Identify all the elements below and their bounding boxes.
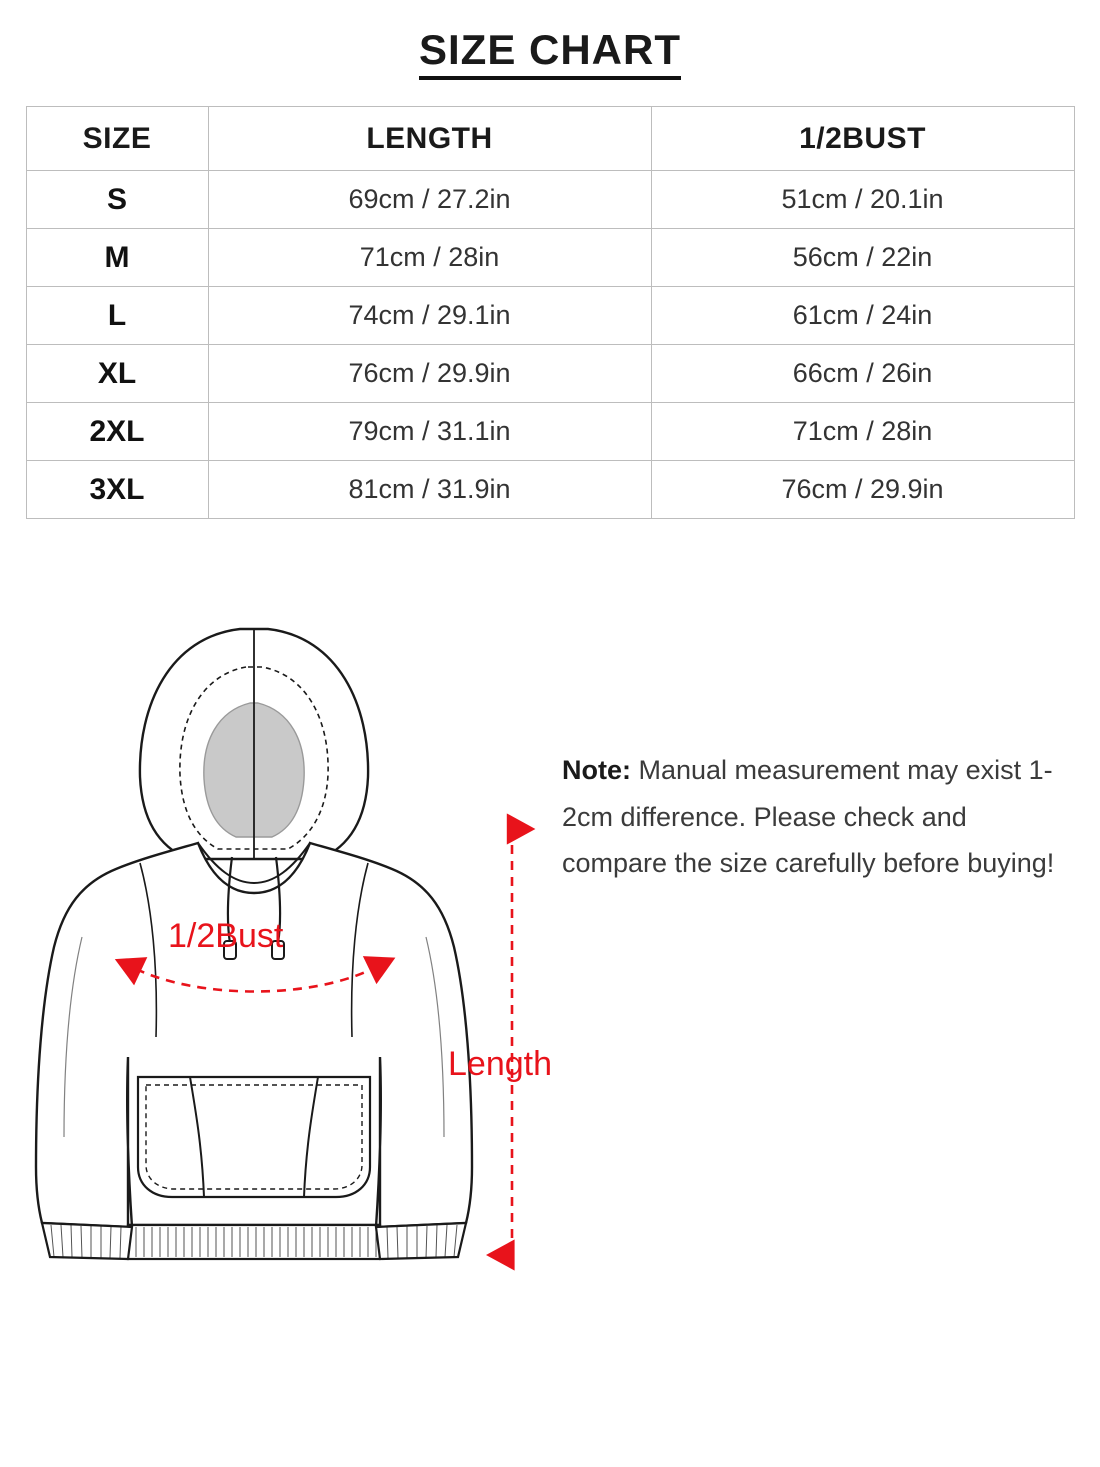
cell-bust: 56cm / 22in xyxy=(651,229,1074,287)
page-title: SIZE CHART xyxy=(419,26,681,80)
cell-bust: 66cm / 26in xyxy=(651,345,1074,403)
cell-size: S xyxy=(26,171,208,229)
length-label: Length xyxy=(448,1045,552,1083)
column-header-length: LENGTH xyxy=(208,107,651,171)
cell-length: 76cm / 29.9in xyxy=(208,345,651,403)
note-text xyxy=(562,747,1072,886)
measurement-diagram xyxy=(0,607,1100,1467)
cell-size: XL xyxy=(26,345,208,403)
column-header-bust: 1/2BUST xyxy=(651,107,1074,171)
cell-bust: 76cm / 29.9in xyxy=(651,461,1074,519)
cell-size: 3XL xyxy=(26,461,208,519)
note-body: Manual measurement may exist 1-2cm difference. Please check and compare the size carefully before buying! xyxy=(562,755,1055,879)
cell-length: 71cm / 28in xyxy=(208,229,651,287)
bust-label-text: 1/2Bust xyxy=(168,917,284,956)
cell-length: 74cm / 29.1in xyxy=(208,287,651,345)
table-row xyxy=(26,345,1074,403)
table-row xyxy=(26,403,1074,461)
cell-bust: 61cm / 24in xyxy=(651,287,1074,345)
table-row xyxy=(26,171,1074,229)
cell-size: M xyxy=(26,229,208,287)
hoodie-illustration-icon xyxy=(20,607,580,1327)
table-row xyxy=(26,461,1074,519)
cell-bust: 71cm / 28in xyxy=(651,403,1074,461)
cell-length: 69cm / 27.2in xyxy=(208,171,651,229)
cell-length: 79cm / 31.1in xyxy=(208,403,651,461)
cell-size: L xyxy=(26,287,208,345)
table-row xyxy=(26,287,1074,345)
size-chart-table xyxy=(26,106,1075,519)
title-container xyxy=(0,0,1100,80)
cell-length: 81cm / 31.9in xyxy=(208,461,651,519)
cell-bust: 51cm / 20.1in xyxy=(651,171,1074,229)
note-prefix: Note: xyxy=(562,755,631,786)
table-header-row xyxy=(26,107,1074,171)
column-header-size: SIZE xyxy=(26,107,208,171)
cell-size: 2XL xyxy=(26,403,208,461)
table-row xyxy=(26,229,1074,287)
